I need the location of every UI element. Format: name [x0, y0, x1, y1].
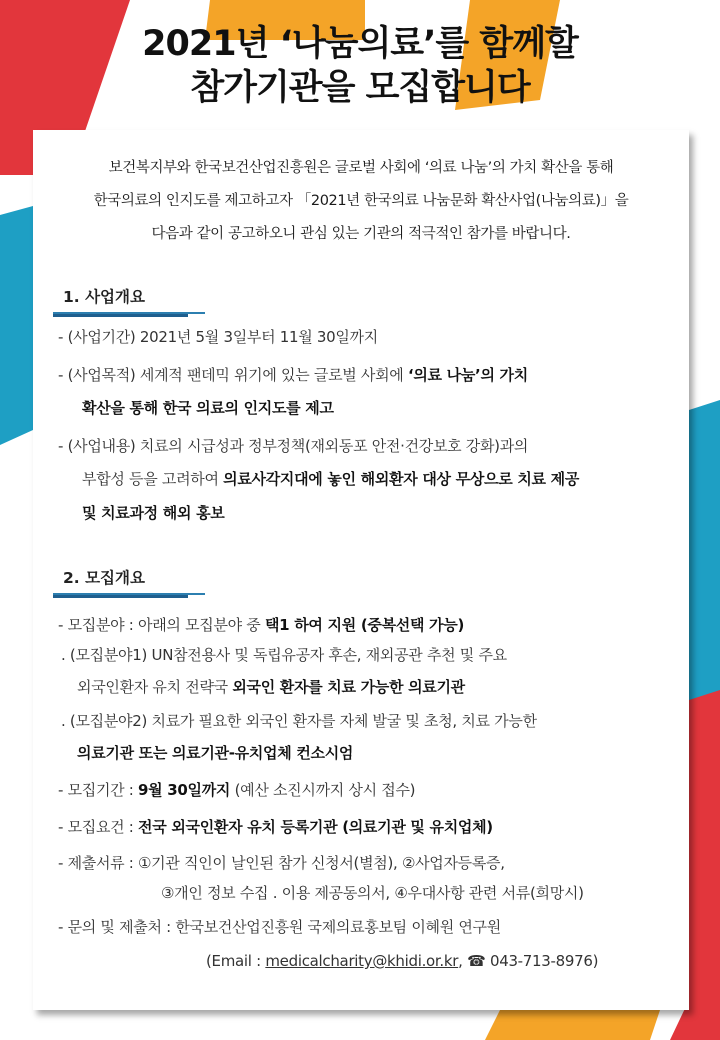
intro-line: 한국의료의 인지도를 제고하고자 「2021년 한국의료 나눔문화 확산사업(나눔의료)」을	[93, 193, 629, 209]
intro-paragraph	[33, 152, 689, 251]
notice-card	[33, 130, 689, 1010]
section-2-documents: - 제출서류 : ①기관 직인이 날인된 참가 신청서(별첨), ②사업자등록증,	[58, 854, 505, 872]
section-2-field2: . (모집분야2) 치료가 필요한 외국인 환자를 자체 발굴 및 초청, 치료 가능한	[61, 712, 537, 730]
section-1-content-cont: 부합성 등을 고려하여 의료사각지대에 놓인 해외환자 대상 무상으로 치료 제공	[82, 470, 580, 488]
intro-line: 다음과 같이 공고하오니 관심 있는 기관의 적극적인 참가를 바랍니다.	[151, 226, 571, 242]
section-2-period: - 모집기간 : 9월 30일까지 (예산 소진시까지 상시 접수)	[58, 781, 416, 799]
phone-icon: ☎	[467, 952, 486, 970]
title-line-1: 2021년 ‘나눔의료’를 함께할	[142, 24, 578, 64]
heading-underline-bold	[53, 595, 188, 598]
title-line-2: 참가기관을 모집합니다	[190, 68, 530, 108]
section-1-purpose: - (사업목적) 세계적 팬데믹 위기에 있는 글로벌 사회에 ‘의료 나눔’의 가치	[58, 366, 528, 384]
blue-shape-right	[689, 400, 720, 735]
section-2-contact: - 문의 및 제출처 : 한국보건산업진흥원 국제의료홍보팀 이혜원 연구원	[58, 918, 501, 936]
section-2-field2-cont: 의료기관 또는 의료기관-유치업체 컨소시엄	[77, 744, 354, 762]
section-1-period: - (사업기간) 2021년 5월 3일부터 11월 30일까지	[58, 328, 378, 346]
section-2-field1-cont: 외국인환자 유치 전략국 외국인 환자를 치료 가능한 의료기관	[77, 678, 465, 696]
heading-underline-bold	[53, 314, 188, 317]
section-2-field1: . (모집분야1) UN참전용사 및 독립유공자 후손, 재외공관 추천 및 주요	[61, 646, 507, 664]
section-1-content-cont2: 및 치료과정 해외 홍보	[82, 504, 225, 522]
section-2-heading: 2. 모집개요	[53, 567, 205, 595]
section-2-field: - 모집분야 : 아래의 모집분야 중 택1 하여 지원 (중복선택 가능)	[58, 616, 464, 634]
section-1-purpose-cont: 확산을 통해 한국 의료의 인지도를 제고	[82, 399, 334, 417]
section-2-email-phone: (Email : medicalcharity@khidi.or.kr, ☎ 043-713-8976)	[206, 952, 599, 970]
section-1-heading: 1. 사업개요	[53, 286, 205, 314]
intro-line: 보건복지부와 한국보건산업진흥원은 글로벌 사회에 ‘의료 나눔’의 가치 확산을 통해	[108, 160, 614, 176]
section-2-documents-cont: ③개인 정보 수집 . 이용 제공동의서, ④우대사항 관련 서류(희망시)	[161, 884, 584, 902]
orange-shape-bottom	[485, 1010, 660, 1040]
section-1-content: - (사업내용) 치료의 시급성과 정부정책(재외동포 안전·건강보호 강화)과의	[58, 437, 529, 455]
section-2-requirements: - 모집요건 : 전국 외국인환자 유치 등록기관 (의료기관 및 유치업체)	[58, 818, 493, 836]
email-link[interactable]: medicalcharity@khidi.or.kr	[265, 952, 459, 970]
page-title	[0, 22, 720, 110]
